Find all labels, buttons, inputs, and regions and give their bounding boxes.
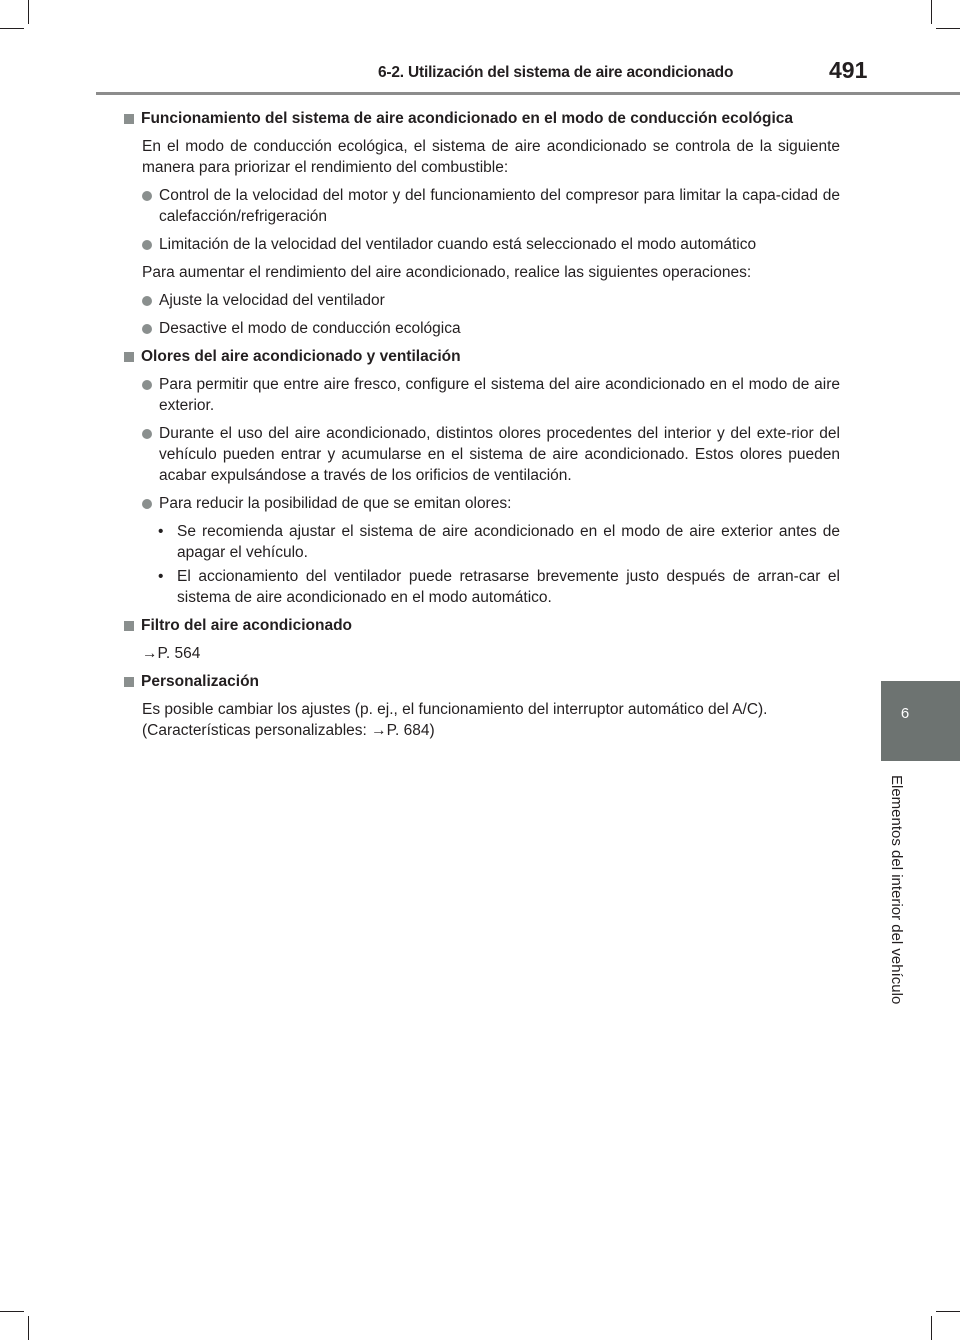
heading-filter: Filtro del aire acondicionado bbox=[122, 615, 840, 636]
sub-list-item: • El accionamiento del ventilador puede retrasarse brevemente justo después de arran-car el sistema de aire acondicionado en el modo automático. bbox=[158, 568, 840, 606]
list-item: Desactive el modo de conducción ecológica bbox=[122, 318, 840, 339]
filter-page-ref[interactable]: →P. 564 bbox=[142, 645, 201, 662]
eco-intro: En el modo de conducción ecológica, el sistema de aire acondicionado se controla de la siguiente manera para priorizar el rendimiento del combustible: bbox=[142, 138, 840, 176]
heading-eco-mode: Funcionamiento del sistema de aire acondicionado en el modo de conducción ecológica bbox=[122, 108, 840, 129]
circle-bullet-icon bbox=[142, 296, 152, 306]
heading-odors: Olores del aire acondicionado y ventilación bbox=[122, 346, 840, 367]
sub-bullet-marker: • bbox=[158, 523, 164, 540]
list-item: Limitación de la velocidad del ventilador cuando está seleccionado el modo automático bbox=[122, 234, 840, 255]
eco-para: Para aumentar el rendimiento del aire acondicionado, realice las siguientes operaciones: bbox=[142, 264, 752, 281]
list-item: Para permitir que entre aire fresco, configure el sistema del aire acondicionado en el modo de aire exterior. bbox=[122, 374, 840, 416]
circle-bullet-icon bbox=[142, 499, 152, 509]
chapter-number: 6 bbox=[900, 705, 910, 722]
crop-mark-bottom-left-h bbox=[0, 1311, 24, 1312]
list-item: Control de la velocidad del motor y del funcionamiento del compresor para limitar la capa-cidad de calefacción/refrigeración bbox=[122, 185, 840, 227]
header-rule bbox=[96, 92, 960, 95]
crop-mark-bottom-right-v bbox=[931, 1316, 932, 1340]
crop-mark-top-right-h bbox=[936, 28, 960, 29]
crop-mark-top-right-v bbox=[931, 0, 932, 24]
sub-bullet-marker: • bbox=[158, 568, 164, 585]
list-item: Durante el uso del aire acondicionado, distintos olores procedentes del interior y del exte-rior del vehículo pueden entrar y acumularse en el sistema de aire acondicionado. Estos olores pueden acabar expulsándose a través de los orificios de ventilación. bbox=[122, 423, 840, 486]
customization-page-ref[interactable]: (Características personalizables: →P. 684) bbox=[142, 722, 435, 739]
crop-mark-top-left-h bbox=[0, 28, 24, 29]
circle-bullet-icon bbox=[142, 429, 152, 439]
list-item: Ajuste la velocidad del ventilador bbox=[122, 290, 840, 311]
square-bullet-icon bbox=[124, 621, 134, 631]
circle-bullet-icon bbox=[142, 380, 152, 390]
page-number: 491 bbox=[829, 57, 868, 83]
heading-customization: Personalización bbox=[122, 671, 840, 692]
chapter-title: Elementos del interior del vehículo bbox=[888, 775, 905, 1005]
circle-bullet-icon bbox=[142, 240, 152, 250]
crop-mark-bottom-right-h bbox=[936, 1311, 960, 1312]
section-header: 6-2. Utilización del sistema de aire acondicionado bbox=[378, 64, 734, 81]
circle-bullet-icon bbox=[142, 191, 152, 201]
crop-mark-top-left-v bbox=[28, 0, 29, 24]
crop-mark-bottom-left-v bbox=[28, 1316, 29, 1340]
square-bullet-icon bbox=[124, 114, 134, 124]
customization-text: Es posible cambiar los ajustes (p. ej., el funcionamiento del interruptor automático del A/C). bbox=[142, 701, 768, 718]
square-bullet-icon bbox=[124, 352, 134, 362]
circle-bullet-icon bbox=[142, 324, 152, 334]
page-content bbox=[122, 108, 840, 741]
list-item: Para reducir la posibilidad de que se emitan olores: bbox=[122, 493, 840, 514]
sub-list-item: • Se recomienda ajustar el sistema de aire acondicionado en el modo de aire exterior antes de apagar el vehículo. bbox=[158, 523, 840, 561]
square-bullet-icon bbox=[124, 677, 134, 687]
